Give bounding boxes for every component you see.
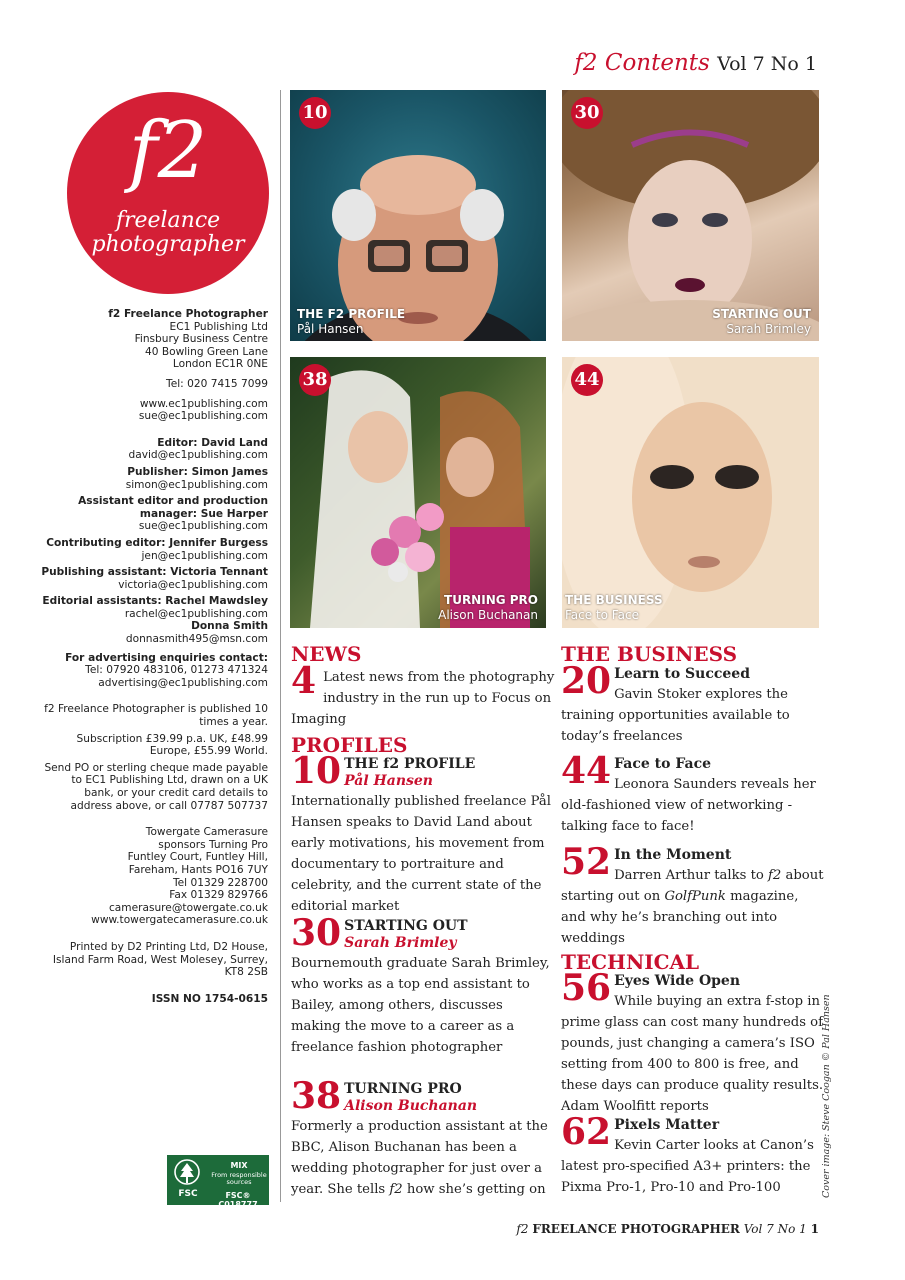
article-title: Eyes Wide Open [614,973,741,989]
article-page-number: 62 [561,1111,612,1153]
logo-line-2: photographer [91,232,245,257]
photo-starting-out[interactable] [562,90,819,341]
article-in-the-moment[interactable] [561,841,825,948]
payment-info: Send PO or sterling cheque made payable to EC1 Publishing Ltd, drawn on a UK bank, or your credit card details to address above, or call 07787 507737 [44,761,268,812]
footer-issue: Vol 7 No 1 [743,1222,807,1236]
masthead-column [40,308,268,1012]
fashion-portrait-illustration [562,90,819,341]
staff-publisher: Publisher: Simon James simon@ec1publishing.com [125,465,268,491]
article-author: Sarah Brimley [344,935,457,951]
article-page-number: 44 [561,750,612,792]
page-header [574,50,817,76]
article-author: Alison Buchanan [344,1098,478,1114]
photo-turning-pro[interactable] [290,357,546,628]
article-summary: Bournemouth graduate Sarah Brimley, who works as a top end assistant to Bailey, among others, discusses making the move to a career as a freelance fashion photographer [291,956,550,1055]
logo-f2: f2 [128,106,208,196]
photo-caption: STARTING OUT Sarah Brimley [712,307,811,336]
article-face-to-face[interactable] [561,750,825,836]
article-page-number: 4 [291,660,317,702]
article-page-number: 52 [561,841,612,883]
page-number-badge: 38 [299,364,331,396]
publisher-tel: Tel: 020 7415 7099 [166,377,268,390]
fsc-badge [167,1155,269,1209]
article-title: In the Moment [614,847,732,863]
page-number-badge: 30 [571,97,603,129]
photo-the-business[interactable] [562,357,819,628]
staff-editorial-assistant-2: Donna Smith donnasmith495@msn.com [125,620,268,646]
cover-image-credit: Cover image: Steve Coogan © Pal Hansen [821,994,832,1198]
article-summary: Latest news from the photography industry in the run up to Focus on Imaging [291,670,555,727]
article-profile[interactable] [291,750,555,916]
fsc-mix: MIX [230,1161,248,1170]
article-page-number: 10 [291,750,342,792]
article-summary: Leonora Saunders reveals her old-fashioned view of networking - talking face to face! [561,777,816,834]
article-learn-to-succeed[interactable] [561,660,825,746]
section-profiles: PROFILES [291,733,408,757]
staff-assistant-editor: Assistant editor and production manager: Sue Harper sue@ec1publishing.com [78,495,268,533]
article-title: Pixels Matter [614,1117,720,1133]
staff-editorial-assistant-1: Editorial assistants: Rachel Mawdsley rachel@ec1publishing.com [42,595,268,620]
company-name: f2 Freelance Photographer [108,308,268,320]
advertising-contact: For advertising enquiries contact: Tel: 07920 483106, 01273 471324 advertising@ec1publishing.com [65,651,268,689]
article-title: THE f2 PROFILE [344,756,476,772]
article-news[interactable] [291,660,555,729]
publication-frequency: f2 Freelance Photographer is published 10 times a year. [44,703,268,729]
f2-logo [67,92,269,294]
fsc-from: From responsible sources [211,1171,267,1186]
photo-caption: THE BUSINESS Face to Face [565,593,663,622]
subscription-rates: Subscription £39.99 p.a. UK, £48.99 Europe, £55.99 World. [76,732,268,758]
publisher-address: f2 Freelance Photographer EC1 Publishing Ltd Finsbury Business Centre 40 Bowling Green Lane London EC1R 0NE [108,308,268,371]
fsc-label: FSC [178,1189,198,1199]
photo-caption: THE F2 PROFILE Pål Hansen [297,307,406,336]
article-page-number: 20 [561,660,612,702]
printer-info: Printed by D2 Printing Ltd, D2 House, Island Farm Road, West Molesey, Surrey, KT8 2SB [52,940,268,979]
footer-page-number: 1 [810,1222,819,1236]
article-title: Face to Face [614,756,712,772]
website-link[interactable]: www.ec1publishing.com [139,397,268,410]
article-page-number: 38 [291,1075,342,1117]
publisher-web [40,398,268,423]
staff-publishing-assistant: Publishing assistant: Victoria Tennant victoria@ec1publishing.com [41,566,268,591]
article-title: STARTING OUT [344,918,468,934]
footer-f2: f2 [516,1222,529,1236]
section-news: NEWS [291,642,362,666]
section-the-business: THE BUSINESS [561,642,738,666]
sponsor-info: Towergate Camerasure sponsors Turning Pro Funtley Court, Funtley Hill, Fareham, Hants PO16 7UY Tel 01329 228700 Fax 01329 829766 camerasure@towergate.co.uk www.towergatecamerasure.co.uk [91,826,268,927]
article-pixels-matter[interactable] [561,1111,823,1197]
article-summary: Formerly a production assistant at the BBC, Alison Buchanan has been a wedding photographer for just over a year. She tells f2 how she’s getting on [291,1119,548,1197]
article-summary: Kevin Carter looks at Canon’s latest pro-specified A3+ printers: the Pixma Pro-1, Pro-10 and Pro-100 [561,1138,814,1195]
issn: ISSN NO 1754-0615 [151,992,268,1005]
article-summary: Darren Arthur talks to f2 about starting out on GolfPunk magazine, and why he’s branching out into weddings [561,868,824,946]
fsc-code: FSC® C018777 [218,1191,258,1209]
staff-contributing-editor: Contributing editor: Jennifer Burgess jen@ec1publishing.com [46,536,268,562]
face-portrait-illustration [562,357,819,628]
article-summary: Gavin Stoker explores the training opportunities available to today’s freelances [561,687,790,744]
article-eyes-wide-open[interactable] [561,967,825,1116]
column-divider [280,90,281,1202]
contents-title: f2 Contents [574,50,710,76]
article-summary: While buying an extra f-stop in prime glass can cost many hundreds of pounds, just changing a camera’s ISO setting from 400 to 800 is free, and these days can produce quality results. Adam Woolfitt reports [561,994,824,1114]
page-number-badge: 10 [299,97,331,129]
article-title: TURNING PRO [344,1081,462,1097]
logo-line-1: freelance [115,208,221,233]
article-title: Learn to Succeed [614,666,750,682]
section-technical: TECHNICAL [561,950,700,974]
article-starting-out[interactable] [291,912,555,1057]
page-footer [516,1222,819,1236]
fsc-tree-icon [174,1159,200,1189]
email-link[interactable]: sue@ec1publishing.com [138,410,268,423]
footer-magazine-name: FREELANCE PHOTOGRAPHER [532,1222,740,1236]
article-page-number: 30 [291,912,342,954]
photo-caption: TURNING PRO Alison Buchanan [438,593,538,622]
photo-profile[interactable] [290,90,546,341]
portrait-illustration [290,90,546,341]
article-turning-pro[interactable] [291,1075,555,1199]
staff-editor: Editor: David Land david@ec1publishing.com [128,436,268,462]
article-summary: Internationally published freelance Pål Hansen speaks to David Land about early motivations, his movement from documentary to portraiture and celebrity, and the current state of the editorial market [291,794,551,914]
issue-label: Vol 7 No 1 [717,53,817,75]
article-author: Pål Hansen [344,773,433,789]
wedding-illustration [290,357,546,628]
article-page-number: 56 [561,967,612,1009]
page-number-badge: 44 [571,364,603,396]
